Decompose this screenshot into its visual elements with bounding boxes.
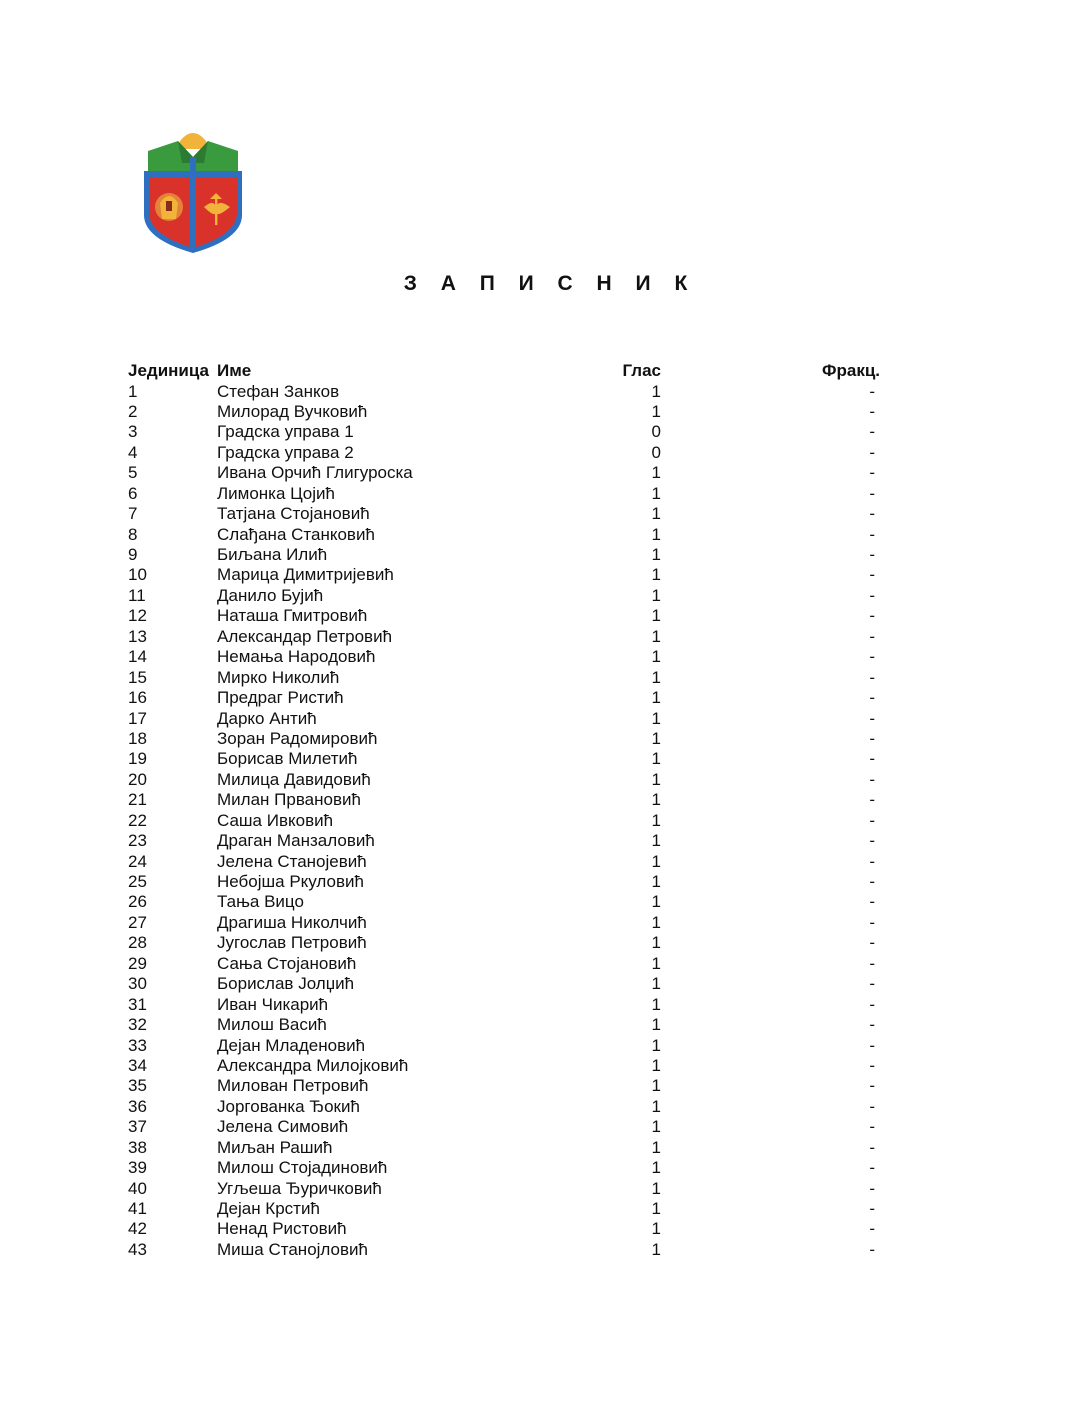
cell-unit: 15 <box>128 667 147 687</box>
table-row <box>128 1138 888 1158</box>
cell-name: Лимонка Цојић <box>217 483 335 503</box>
table-row <box>128 913 888 933</box>
cell-unit: 35 <box>128 1076 147 1096</box>
cell-unit: 38 <box>128 1137 147 1157</box>
cell-unit: 25 <box>128 872 147 891</box>
table-row <box>128 504 888 524</box>
cell-vote: 1 <box>651 647 661 667</box>
cell-vote: 1 <box>651 1117 661 1137</box>
cell-faction: - <box>869 872 875 891</box>
cell-name: Слађана Станковић <box>217 524 375 544</box>
cell-unit: 27 <box>128 912 147 932</box>
cell-unit: 23 <box>128 831 147 851</box>
cell-vote: 1 <box>651 626 661 646</box>
cell-name: Милан Првановић <box>217 790 361 810</box>
cell-faction: - <box>869 728 875 748</box>
cell-vote: 1 <box>651 483 661 503</box>
cell-faction: - <box>869 545 875 564</box>
cell-unit: 19 <box>128 749 147 769</box>
cell-unit: 3 <box>128 422 138 442</box>
table-row <box>128 872 888 892</box>
cell-unit: 33 <box>128 1035 147 1055</box>
cell-faction: - <box>869 831 875 851</box>
cell-vote: 1 <box>651 1199 661 1218</box>
cell-vote: 1 <box>651 1035 661 1055</box>
cell-vote: 1 <box>651 1076 661 1096</box>
cell-vote: 1 <box>651 953 661 973</box>
cell-vote: 1 <box>651 688 661 708</box>
cell-faction: - <box>869 790 875 810</box>
cell-name: Милош Стојадиновић <box>217 1158 388 1178</box>
cell-faction: - <box>869 1076 875 1096</box>
cell-unit: 12 <box>128 606 147 626</box>
column-header-faction: Фракц. <box>821 361 880 380</box>
cell-name: Борислав Јолџић <box>217 974 355 994</box>
table-row <box>128 1219 888 1239</box>
cell-name: Татјана Стојановић <box>217 504 370 524</box>
cell-unit: 16 <box>128 688 147 708</box>
cell-faction: - <box>869 606 875 626</box>
cell-name: Сања Стојановић <box>217 953 357 973</box>
cell-vote: 1 <box>651 1015 661 1035</box>
cell-unit: 21 <box>128 790 147 810</box>
cell-name: Јелена Станојевић <box>217 851 367 871</box>
cell-unit: 26 <box>128 892 147 912</box>
cell-name: Зоран Радомировић <box>217 728 378 748</box>
cell-vote: 1 <box>651 749 661 769</box>
cell-name: Саша Ивковић <box>217 810 334 830</box>
cell-faction: - <box>869 912 875 932</box>
cell-vote: 1 <box>651 1137 661 1157</box>
table-row <box>128 443 888 463</box>
cell-unit: 43 <box>128 1239 147 1259</box>
table-row <box>128 484 888 504</box>
cell-name: Наташа Гмитровић <box>217 606 368 626</box>
cell-faction: - <box>869 647 875 667</box>
table-row <box>128 790 888 810</box>
column-header-name: Име <box>217 361 252 380</box>
table-row <box>128 811 888 831</box>
cell-faction: - <box>869 504 875 524</box>
cell-faction: - <box>869 769 875 789</box>
cell-name: Јелена Симовић <box>217 1117 349 1137</box>
cell-vote: 1 <box>651 504 661 524</box>
cell-name: Градска управа 1 <box>217 422 354 442</box>
cell-faction: - <box>869 483 875 503</box>
cell-vote: 1 <box>651 606 661 626</box>
cell-faction: - <box>869 994 875 1014</box>
table-row <box>128 831 888 851</box>
cell-vote: 1 <box>651 1096 661 1116</box>
cell-unit: 6 <box>128 483 138 503</box>
table-row <box>128 933 888 953</box>
cell-vote: 1 <box>651 1219 661 1239</box>
cell-name: Миша Станојловић <box>217 1239 368 1259</box>
cell-vote: 0 <box>651 442 661 462</box>
table-row <box>128 382 888 402</box>
cell-unit: 24 <box>128 851 147 871</box>
cell-vote: 1 <box>651 1055 661 1075</box>
table-row <box>128 422 888 442</box>
cell-faction: - <box>869 1219 875 1239</box>
cell-faction: - <box>869 953 875 973</box>
cell-unit: 40 <box>128 1178 147 1198</box>
table-row <box>128 1179 888 1199</box>
cell-name: Јоргованка Ђокић <box>217 1096 360 1116</box>
cell-vote: 1 <box>651 381 661 401</box>
table-row <box>128 402 888 422</box>
cell-unit: 18 <box>128 728 147 748</box>
table-row <box>128 565 888 585</box>
cell-name: Данило Бујић <box>217 585 324 605</box>
table-row <box>128 1015 888 1035</box>
cell-faction: - <box>869 565 875 585</box>
table-row <box>128 1199 888 1219</box>
cell-faction: - <box>869 1199 875 1218</box>
cell-name: Борисав Милетић <box>217 749 358 769</box>
cell-vote: 1 <box>651 974 661 994</box>
table-body <box>128 382 888 1261</box>
table-row <box>128 1097 888 1117</box>
cell-vote: 1 <box>651 851 661 871</box>
cell-name: Драган Манзаловић <box>217 831 375 851</box>
cell-vote: 1 <box>651 545 661 564</box>
vote-table <box>128 361 888 1260</box>
table-row <box>128 974 888 994</box>
cell-name: Милован Петровић <box>217 1076 369 1096</box>
table-row <box>128 1036 888 1056</box>
cell-unit: 22 <box>128 810 147 830</box>
cell-name: Марица Димитријевић <box>217 565 394 585</box>
cell-faction: - <box>869 933 875 953</box>
cell-vote: 0 <box>651 422 661 442</box>
cell-vote: 1 <box>651 831 661 851</box>
table-row <box>128 749 888 769</box>
cell-unit: 29 <box>128 953 147 973</box>
cell-unit: 39 <box>128 1158 147 1178</box>
cell-faction: - <box>869 401 875 421</box>
table-row <box>128 1117 888 1137</box>
cell-faction: - <box>869 1239 875 1259</box>
cell-unit: 42 <box>128 1219 147 1239</box>
cell-vote: 1 <box>651 790 661 810</box>
cell-vote: 1 <box>651 565 661 585</box>
table-row <box>128 1240 888 1260</box>
cell-vote: 1 <box>651 1178 661 1198</box>
cell-name: Александра Милојковић <box>217 1055 409 1075</box>
table-row <box>128 770 888 790</box>
cell-vote: 1 <box>651 585 661 605</box>
cell-faction: - <box>869 1055 875 1075</box>
cell-unit: 36 <box>128 1096 147 1116</box>
cell-unit: 9 <box>128 545 138 564</box>
cell-faction: - <box>869 1096 875 1116</box>
table-row <box>128 688 888 708</box>
column-header-vote: Глас <box>622 361 661 380</box>
cell-vote: 1 <box>651 892 661 912</box>
cell-vote: 1 <box>651 728 661 748</box>
table-row <box>128 1056 888 1076</box>
cell-faction: - <box>869 1117 875 1137</box>
table-row <box>128 463 888 483</box>
table-row <box>128 852 888 872</box>
cell-name: Немања Народовић <box>217 647 376 667</box>
cell-unit: 14 <box>128 647 147 667</box>
cell-vote: 1 <box>651 933 661 953</box>
cell-faction: - <box>869 851 875 871</box>
cell-vote: 1 <box>651 708 661 728</box>
cell-unit: 20 <box>128 769 147 789</box>
cell-unit: 41 <box>128 1199 147 1218</box>
cell-faction: - <box>869 585 875 605</box>
table-row <box>128 954 888 974</box>
cell-vote: 1 <box>651 667 661 687</box>
cell-vote: 1 <box>651 994 661 1014</box>
cell-unit: 1 <box>128 381 138 401</box>
cell-faction: - <box>869 463 875 483</box>
cell-faction: - <box>869 524 875 544</box>
cell-unit: 11 <box>128 585 146 605</box>
table-row <box>128 709 888 729</box>
table-row <box>128 525 888 545</box>
cell-name: Иван Чикарић <box>217 994 329 1014</box>
cell-name: Ивана Орчић Глигуроска <box>217 463 413 483</box>
table-row <box>128 729 888 749</box>
cell-name: Мирко Николић <box>217 667 340 687</box>
cell-name: Милица Давидовић <box>217 769 371 789</box>
cell-faction: - <box>869 381 875 401</box>
cell-vote: 1 <box>651 401 661 421</box>
cell-name: Угљеша Ђуричковић <box>217 1178 382 1198</box>
table-row <box>128 606 888 626</box>
cell-faction: - <box>869 422 875 442</box>
cell-unit: 28 <box>128 933 147 953</box>
coat-of-arms-icon <box>138 127 248 255</box>
cell-unit: 2 <box>128 401 138 421</box>
table-header <box>128 361 888 382</box>
cell-unit: 17 <box>128 708 147 728</box>
cell-faction: - <box>869 688 875 708</box>
cell-vote: 1 <box>651 463 661 483</box>
cell-name: Предраг Ристић <box>217 688 344 708</box>
cell-unit: 13 <box>128 626 147 646</box>
cell-name: Ненад Ристовић <box>217 1219 347 1239</box>
cell-name: Тања Вицо <box>217 892 304 912</box>
cell-name: Дејан Крстић <box>217 1199 320 1218</box>
cell-unit: 5 <box>128 463 138 483</box>
cell-name: Југослав Петровић <box>217 933 367 953</box>
cell-vote: 1 <box>651 872 661 891</box>
cell-name: Драгиша Николчић <box>217 912 367 932</box>
table-row <box>128 545 888 565</box>
cell-faction: - <box>869 1158 875 1178</box>
column-header-unit: Јединица <box>128 361 209 380</box>
cell-unit: 4 <box>128 442 138 462</box>
table-row <box>128 627 888 647</box>
cell-unit: 32 <box>128 1015 147 1035</box>
cell-unit: 8 <box>128 524 138 544</box>
table-row <box>128 647 888 667</box>
cell-name: Градска управа 2 <box>217 442 354 462</box>
cell-faction: - <box>869 974 875 994</box>
cell-faction: - <box>869 810 875 830</box>
table-row <box>128 1158 888 1178</box>
cell-unit: 7 <box>128 504 138 524</box>
cell-faction: - <box>869 667 875 687</box>
cell-name: Миљан Рашић <box>217 1137 333 1157</box>
table-row <box>128 586 888 606</box>
cell-faction: - <box>869 892 875 912</box>
table-row <box>128 995 888 1015</box>
cell-faction: - <box>869 1178 875 1198</box>
cell-unit: 31 <box>128 994 147 1014</box>
cell-name: Милорад Вучковић <box>217 401 368 421</box>
cell-vote: 1 <box>651 810 661 830</box>
cell-unit: 37 <box>128 1117 147 1137</box>
table-row <box>128 892 888 912</box>
cell-unit: 30 <box>128 974 147 994</box>
cell-faction: - <box>869 749 875 769</box>
cell-name: Дејан Младеновић <box>217 1035 366 1055</box>
cell-vote: 1 <box>651 524 661 544</box>
cell-vote: 1 <box>651 1158 661 1178</box>
document-title: З А П И С Н И К <box>403 272 697 295</box>
cell-name: Дарко Антић <box>217 708 317 728</box>
cell-name: Стефан Занков <box>217 381 340 401</box>
cell-name: Биљана Илић <box>217 545 328 564</box>
table-row <box>128 668 888 688</box>
cell-name: Небојша Ркуловић <box>217 872 364 891</box>
cell-faction: - <box>869 1137 875 1157</box>
cell-faction: - <box>869 1035 875 1055</box>
cell-faction: - <box>869 442 875 462</box>
table-row <box>128 1076 888 1096</box>
cell-faction: - <box>869 626 875 646</box>
cell-vote: 1 <box>651 912 661 932</box>
cell-unit: 10 <box>128 565 147 585</box>
cell-faction: - <box>869 708 875 728</box>
cell-name: Александар Петровић <box>217 626 393 646</box>
cell-name: Милош Васић <box>217 1015 327 1035</box>
cell-unit: 34 <box>128 1055 147 1075</box>
cell-faction: - <box>869 1015 875 1035</box>
cell-vote: 1 <box>651 769 661 789</box>
cell-vote: 1 <box>651 1239 661 1259</box>
